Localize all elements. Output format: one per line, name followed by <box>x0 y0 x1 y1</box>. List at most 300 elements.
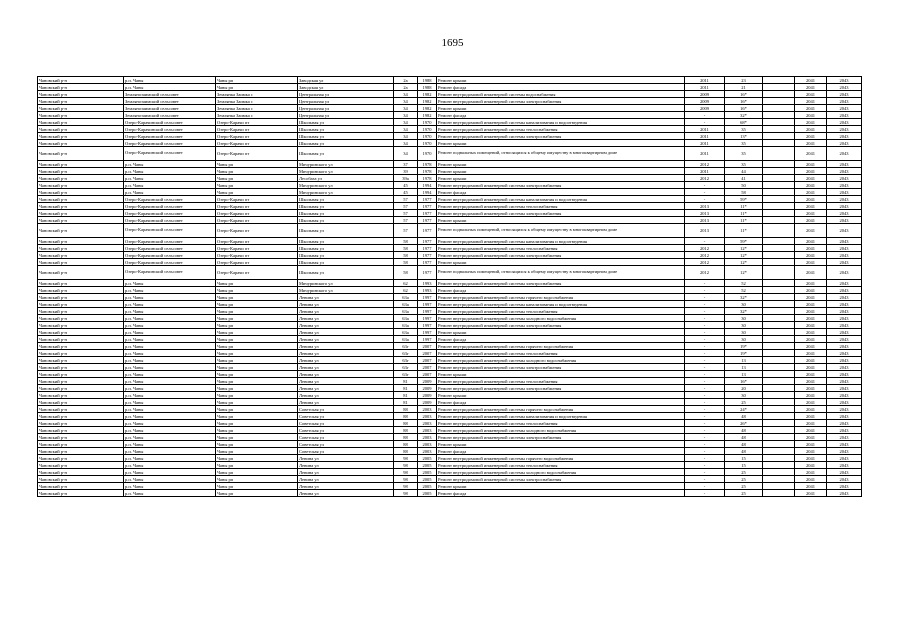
plan-start-cell: 2041 <box>795 224 827 238</box>
wear-percent-cell: 52 <box>725 287 763 294</box>
build-year-cell: 1978 <box>418 161 437 168</box>
plan-start-cell: 2041 <box>795 392 827 399</box>
street-cell: Ленина ул <box>298 343 394 350</box>
plan-end-cell: 2043 <box>827 210 862 217</box>
build-year-cell: 2007 <box>418 371 437 378</box>
street-cell: Советская ул <box>298 441 394 448</box>
district-cell: Чановский р-н <box>38 259 124 266</box>
table-row <box>38 140 862 147</box>
district-cell: Чановский р-н <box>38 329 124 336</box>
plan-start-cell: 2041 <box>795 315 827 322</box>
settlement-cell: р.п. Чаны <box>124 441 216 448</box>
settlement-cell: Озеро-Карачинский сельсовет <box>124 245 216 252</box>
locality-cell: Озеро-Карачи пт <box>216 126 298 133</box>
build-year-cell: 1977 <box>418 217 437 224</box>
spacer-cell <box>763 364 795 371</box>
work-type-cell: Ремонт внутридомовой инженерной системы холодного водоснабжения <box>437 469 685 476</box>
house-number-cell: 2а <box>394 84 418 91</box>
settlement-cell: р.п. Чаны <box>124 469 216 476</box>
build-year-cell: 1970 <box>418 147 437 161</box>
build-year-cell: 2009 <box>418 399 437 406</box>
plan-end-cell: 2043 <box>827 406 862 413</box>
plan-start-cell: 2041 <box>795 112 827 119</box>
last-repair-year-cell: 2011 <box>685 133 725 140</box>
last-repair-year-cell: - <box>685 336 725 343</box>
locality-cell: Чаны рп <box>216 343 298 350</box>
build-year-cell: 1970 <box>418 133 437 140</box>
plan-end-cell: 2043 <box>827 112 862 119</box>
plan-end-cell: 2043 <box>827 287 862 294</box>
wear-percent-cell: 48 <box>725 441 763 448</box>
district-cell: Чановский р-н <box>38 294 124 301</box>
house-number-cell: 34 <box>394 126 418 133</box>
house-number-cell: 63а <box>394 336 418 343</box>
settlement-cell: р.п. Чаны <box>124 350 216 357</box>
house-number-cell: 81 <box>394 399 418 406</box>
wear-percent-cell: 15 <box>725 455 763 462</box>
plan-start-cell: 2041 <box>795 203 827 210</box>
house-number-cell: 62 <box>394 287 418 294</box>
spacer-cell <box>763 140 795 147</box>
table-row <box>38 266 862 280</box>
plan-end-cell: 2043 <box>827 434 862 441</box>
house-number-cell: 88 <box>394 441 418 448</box>
wear-percent-cell: 23 <box>725 77 763 84</box>
work-type-cell: Ремонт внутридомовой инженерной системы теплоснабжения <box>437 245 685 252</box>
plan-end-cell: 2043 <box>827 308 862 315</box>
locality-cell: Чаны рп <box>216 168 298 175</box>
wear-percent-cell: 16* <box>725 378 763 385</box>
street-cell: Ленина ул <box>298 476 394 483</box>
work-type-cell: Ремонт внутридомовой инженерной системы электроснабжения <box>437 434 685 441</box>
spacer-cell <box>763 119 795 126</box>
table-row <box>38 441 862 448</box>
work-type-cell: Ремонт внутридомовой инженерной системы теплоснабжения <box>437 203 685 210</box>
last-repair-year-cell: 2011 <box>685 84 725 91</box>
last-repair-year-cell: - <box>685 189 725 196</box>
district-cell: Чановский р-н <box>38 147 124 161</box>
plan-end-cell: 2043 <box>827 329 862 336</box>
street-cell: Школьная ул <box>298 252 394 259</box>
street-cell: Школьная ул <box>298 196 394 203</box>
build-year-cell: 2007 <box>418 350 437 357</box>
house-number-cell: 63г <box>394 343 418 350</box>
locality-cell: Чаны рп <box>216 448 298 455</box>
plan-start-cell: 2041 <box>795 280 827 287</box>
work-type-cell: Ремонт крыши <box>437 175 685 182</box>
last-repair-year-cell: 2011 <box>685 126 725 133</box>
locality-cell: Чаны рп <box>216 294 298 301</box>
locality-cell: Чаны рп <box>216 280 298 287</box>
district-cell: Чановский р-н <box>38 182 124 189</box>
last-repair-year-cell: 2013 <box>685 203 725 210</box>
house-number-cell: 45 <box>394 182 418 189</box>
district-cell: Чановский р-н <box>38 252 124 259</box>
locality-cell: Озеро-Карачи пт <box>216 203 298 210</box>
table-row <box>38 413 862 420</box>
build-year-cell: 2009 <box>418 378 437 385</box>
wear-percent-cell: 32* <box>725 294 763 301</box>
table-row <box>38 329 862 336</box>
settlement-cell: р.п. Чаны <box>124 378 216 385</box>
spacer-cell <box>763 147 795 161</box>
table-row <box>38 238 862 245</box>
plan-end-cell: 2043 <box>827 140 862 147</box>
wear-percent-cell: 25 <box>725 483 763 490</box>
locality-cell: Чаны рп <box>216 364 298 371</box>
plan-start-cell: 2041 <box>795 378 827 385</box>
work-type-cell: Ремонт фасада <box>437 287 685 294</box>
last-repair-year-cell: - <box>685 294 725 301</box>
work-type-cell: Ремонт внутридомовой инженерной системы канализования и водоотведения <box>437 238 685 245</box>
street-cell: Ленина ул <box>298 371 394 378</box>
district-cell: Чановский р-н <box>38 98 124 105</box>
spacer-cell <box>763 210 795 217</box>
house-number-cell: 45 <box>394 189 418 196</box>
plan-start-cell: 2041 <box>795 210 827 217</box>
build-year-cell: 1977 <box>418 196 437 203</box>
table-row <box>38 203 862 210</box>
district-cell: Чановский р-н <box>38 385 124 392</box>
build-year-cell: 1982 <box>418 112 437 119</box>
wear-percent-cell: 24* <box>725 406 763 413</box>
last-repair-year-cell: - <box>685 364 725 371</box>
locality-cell: Озеро-Карачи пт <box>216 238 298 245</box>
plan-end-cell: 2043 <box>827 161 862 168</box>
house-number-cell: 98 <box>394 476 418 483</box>
street-cell: Мичуринского ул <box>298 168 394 175</box>
wear-percent-cell: 35 <box>725 140 763 147</box>
wear-percent-cell: 15 <box>725 462 763 469</box>
house-number-cell: 57 <box>394 196 418 203</box>
locality-cell: Чаны рп <box>216 84 298 91</box>
plan-end-cell: 2043 <box>827 469 862 476</box>
build-year-cell: 1977 <box>418 203 437 210</box>
plan-end-cell: 2043 <box>827 441 862 448</box>
plan-start-cell: 2041 <box>795 119 827 126</box>
wear-percent-cell: 30 <box>725 315 763 322</box>
plan-start-cell: 2041 <box>795 483 827 490</box>
street-cell: Ленина ул <box>298 378 394 385</box>
plan-end-cell: 2043 <box>827 196 862 203</box>
locality-cell: Землянка Заимка с <box>216 105 298 112</box>
wear-percent-cell: 44 <box>725 168 763 175</box>
settlement-cell: Озеро-Карачинский сельсовет <box>124 147 216 161</box>
settlement-cell: Озеро-Карачинский сельсовет <box>124 140 216 147</box>
settlement-cell: р.п. Чаны <box>124 434 216 441</box>
district-cell: Чановский р-н <box>38 448 124 455</box>
plan-start-cell: 2041 <box>795 441 827 448</box>
last-repair-year-cell: - <box>685 406 725 413</box>
table-row <box>38 196 862 203</box>
last-repair-year-cell: - <box>685 350 725 357</box>
spacer-cell <box>763 182 795 189</box>
plan-start-cell: 2041 <box>795 175 827 182</box>
work-type-cell: Ремонт внутридомовой инженерной системы горячего водоснабжения <box>437 455 685 462</box>
street-cell: Школьная ул <box>298 259 394 266</box>
settlement-cell: р.п. Чаны <box>124 301 216 308</box>
work-type-cell: Ремонт крыши <box>437 217 685 224</box>
district-cell: Чановский р-н <box>38 217 124 224</box>
plan-start-cell: 2041 <box>795 448 827 455</box>
street-cell: Школьная ул <box>298 147 394 161</box>
wear-percent-cell: 25 <box>725 469 763 476</box>
settlement-cell: р.п. Чаны <box>124 175 216 182</box>
spacer-cell <box>763 112 795 119</box>
spacer-cell <box>763 98 795 105</box>
last-repair-year-cell: 2013 <box>685 217 725 224</box>
locality-cell: Чаны рп <box>216 392 298 399</box>
spacer-cell <box>763 483 795 490</box>
plan-end-cell: 2043 <box>827 147 862 161</box>
settlement-cell: р.п. Чаны <box>124 280 216 287</box>
plan-end-cell: 2043 <box>827 399 862 406</box>
plan-start-cell: 2041 <box>795 413 827 420</box>
district-cell: Чановский р-н <box>38 413 124 420</box>
work-type-cell: Ремонт внутридомовой инженерной системы электроснабжения <box>437 364 685 371</box>
table-row <box>38 406 862 413</box>
spacer-cell <box>763 245 795 252</box>
work-type-cell: Ремонт крыши <box>437 441 685 448</box>
table-row <box>38 77 862 84</box>
build-year-cell: 1970 <box>418 119 437 126</box>
settlement-cell: р.п. Чаны <box>124 420 216 427</box>
settlement-cell: р.п. Чаны <box>124 189 216 196</box>
plan-start-cell: 2041 <box>795 434 827 441</box>
settlement-cell: р.п. Чаны <box>124 161 216 168</box>
work-type-cell: Ремонт фасада <box>437 189 685 196</box>
spacer-cell <box>763 427 795 434</box>
street-cell: Ленина ул <box>298 385 394 392</box>
work-type-cell: Ремонт внутридомовой инженерной системы электроснабжения <box>437 98 685 105</box>
spacer-cell <box>763 329 795 336</box>
street-cell: Центральная ул <box>298 105 394 112</box>
street-cell: Советская ул <box>298 448 394 455</box>
settlement-cell: Озеро-Карачинский сельсовет <box>124 238 216 245</box>
district-cell: Чановский р-н <box>38 287 124 294</box>
last-repair-year-cell: - <box>685 112 725 119</box>
last-repair-year-cell: 2012 <box>685 252 725 259</box>
district-cell: Чановский р-н <box>38 189 124 196</box>
district-cell: Чановский р-н <box>38 308 124 315</box>
district-cell: Чановский р-н <box>38 336 124 343</box>
build-year-cell: 1993 <box>418 280 437 287</box>
house-number-cell: 34 <box>394 105 418 112</box>
build-year-cell: 2005 <box>418 476 437 483</box>
table-row <box>38 343 862 350</box>
build-year-cell: 1982 <box>418 91 437 98</box>
plan-end-cell: 2043 <box>827 315 862 322</box>
house-number-cell: 34 <box>394 147 418 161</box>
plan-start-cell: 2041 <box>795 217 827 224</box>
table-row <box>38 385 862 392</box>
spacer-cell <box>763 126 795 133</box>
district-cell: Чановский р-н <box>38 224 124 238</box>
settlement-cell: р.п. Чаны <box>124 462 216 469</box>
spacer-cell <box>763 280 795 287</box>
district-cell: Чановский р-н <box>38 196 124 203</box>
street-cell: Ленина ул <box>298 455 394 462</box>
last-repair-year-cell: 2009 <box>685 98 725 105</box>
locality-cell: Чаны рп <box>216 189 298 196</box>
work-type-cell: Ремонт внутридомовой инженерной системы горячего водоснабжения <box>437 294 685 301</box>
street-cell: Советская ул <box>298 427 394 434</box>
build-year-cell: 1970 <box>418 126 437 133</box>
table-row <box>38 434 862 441</box>
last-repair-year-cell: 2012 <box>685 175 725 182</box>
plan-start-cell: 2041 <box>795 490 827 497</box>
table-row <box>38 98 862 105</box>
table-row <box>38 224 862 238</box>
district-cell: Чановский р-н <box>38 133 124 140</box>
locality-cell: Озеро-Карачи пт <box>216 266 298 280</box>
build-year-cell: 2009 <box>418 392 437 399</box>
house-number-cell: 98 <box>394 490 418 497</box>
street-cell: Ленина ул <box>298 308 394 315</box>
last-repair-year-cell: - <box>685 371 725 378</box>
wear-percent-cell: 25 <box>725 476 763 483</box>
house-number-cell: 58 <box>394 266 418 280</box>
locality-cell: Озеро-Карачи пт <box>216 196 298 203</box>
work-type-cell: Ремонт внутридомовой инженерной системы канализования и водоотведения <box>437 196 685 203</box>
settlement-cell: Озеро-Карачинский сельсовет <box>124 217 216 224</box>
wear-percent-cell: 48 <box>725 448 763 455</box>
district-cell: Чановский р-н <box>38 112 124 119</box>
build-year-cell: 1977 <box>418 210 437 217</box>
district-cell: Чановский р-н <box>38 455 124 462</box>
district-cell: Чановский р-н <box>38 77 124 84</box>
street-cell: Лесобаза ул <box>298 175 394 182</box>
locality-cell: Чаны рп <box>216 455 298 462</box>
plan-start-cell: 2041 <box>795 308 827 315</box>
district-cell: Чановский р-н <box>38 161 124 168</box>
locality-cell: Чаны рп <box>216 350 298 357</box>
settlement-cell: Озеро-Карачинский сельсовет <box>124 266 216 280</box>
plan-start-cell: 2041 <box>795 252 827 259</box>
spacer-cell <box>763 371 795 378</box>
house-number-cell: 63а <box>394 301 418 308</box>
build-year-cell: 2005 <box>418 462 437 469</box>
build-year-cell: 1997 <box>418 294 437 301</box>
spacer-cell <box>763 462 795 469</box>
build-year-cell: 2003 <box>418 420 437 427</box>
plan-start-cell: 2041 <box>795 140 827 147</box>
wear-percent-cell: 48 <box>725 413 763 420</box>
settlement-cell: р.п. Чаны <box>124 392 216 399</box>
wear-percent-cell: 59* <box>725 238 763 245</box>
spacer-cell <box>763 77 795 84</box>
build-year-cell: 2005 <box>418 469 437 476</box>
plan-start-cell: 2041 <box>795 105 827 112</box>
last-repair-year-cell: - <box>685 427 725 434</box>
table-row <box>38 476 862 483</box>
plan-start-cell: 2041 <box>795 455 827 462</box>
street-cell: Мичуринского ул <box>298 182 394 189</box>
locality-cell: Чаны рп <box>216 413 298 420</box>
settlement-cell: р.п. Чаны <box>124 336 216 343</box>
settlement-cell: р.п. Чаны <box>124 308 216 315</box>
street-cell: Школьная ул <box>298 133 394 140</box>
plan-start-cell: 2041 <box>795 147 827 161</box>
build-year-cell: 2009 <box>418 385 437 392</box>
table-row <box>38 462 862 469</box>
settlement-cell: Озеро-Карачинский сельсовет <box>124 133 216 140</box>
work-type-cell: Ремонт подвальных помещений, относящихся к общему имуществу в многоквартирном доме <box>437 147 685 161</box>
last-repair-year-cell: - <box>685 462 725 469</box>
house-number-cell: 34 <box>394 119 418 126</box>
plan-start-cell: 2041 <box>795 469 827 476</box>
last-repair-year-cell: - <box>685 196 725 203</box>
house-number-cell: 57 <box>394 217 418 224</box>
spacer-cell <box>763 336 795 343</box>
plan-start-cell: 2041 <box>795 399 827 406</box>
house-number-cell: 57 <box>394 210 418 217</box>
house-number-cell: 34 <box>394 133 418 140</box>
plan-end-cell: 2043 <box>827 413 862 420</box>
last-repair-year-cell: - <box>685 469 725 476</box>
locality-cell: Озеро-Карачи пт <box>216 245 298 252</box>
plan-start-cell: 2041 <box>795 357 827 364</box>
house-number-cell: 63г <box>394 364 418 371</box>
house-number-cell: 39а <box>394 175 418 182</box>
build-year-cell: 2003 <box>418 427 437 434</box>
plan-end-cell: 2043 <box>827 490 862 497</box>
wear-percent-cell: 11* <box>725 210 763 217</box>
plan-end-cell: 2043 <box>827 91 862 98</box>
table-row <box>38 217 862 224</box>
district-cell: Чановский р-н <box>38 301 124 308</box>
wear-percent-cell: 30 <box>725 322 763 329</box>
locality-cell: Чаны рп <box>216 77 298 84</box>
build-year-cell: 1970 <box>418 140 437 147</box>
plan-start-cell: 2041 <box>795 336 827 343</box>
settlement-cell: р.п. Чаны <box>124 364 216 371</box>
work-type-cell: Ремонт внутридомовой инженерной системы теплоснабжения <box>437 126 685 133</box>
spacer-cell <box>763 385 795 392</box>
wear-percent-cell: 13* <box>725 133 763 140</box>
table-body <box>38 77 862 497</box>
build-year-cell: 2003 <box>418 406 437 413</box>
wear-percent-cell: 12* <box>725 259 763 266</box>
plan-end-cell: 2043 <box>827 217 862 224</box>
plan-end-cell: 2043 <box>827 294 862 301</box>
table-row <box>38 378 862 385</box>
spacer-cell <box>763 217 795 224</box>
house-number-cell: 88 <box>394 434 418 441</box>
table-row <box>38 490 862 497</box>
table-row <box>38 315 862 322</box>
plan-end-cell: 2043 <box>827 392 862 399</box>
plan-start-cell: 2041 <box>795 364 827 371</box>
locality-cell: Чаны рп <box>216 329 298 336</box>
wear-percent-cell: 13 <box>725 371 763 378</box>
locality-cell: Чаны рп <box>216 385 298 392</box>
plan-start-cell: 2041 <box>795 371 827 378</box>
plan-start-cell: 2041 <box>795 189 827 196</box>
build-year-cell: 1988 <box>418 84 437 91</box>
last-repair-year-cell: 2011 <box>685 147 725 161</box>
last-repair-year-cell: - <box>685 182 725 189</box>
settlement-cell: р.п. Чаны <box>124 168 216 175</box>
district-cell: Чановский р-н <box>38 434 124 441</box>
locality-cell: Чаны рп <box>216 161 298 168</box>
locality-cell: Землянка Заимка с <box>216 91 298 98</box>
wear-percent-cell: 58 <box>725 189 763 196</box>
locality-cell: Озеро-Карачи пт <box>216 252 298 259</box>
last-repair-year-cell: - <box>685 434 725 441</box>
last-repair-year-cell: 2009 <box>685 105 725 112</box>
locality-cell: Чаны рп <box>216 441 298 448</box>
